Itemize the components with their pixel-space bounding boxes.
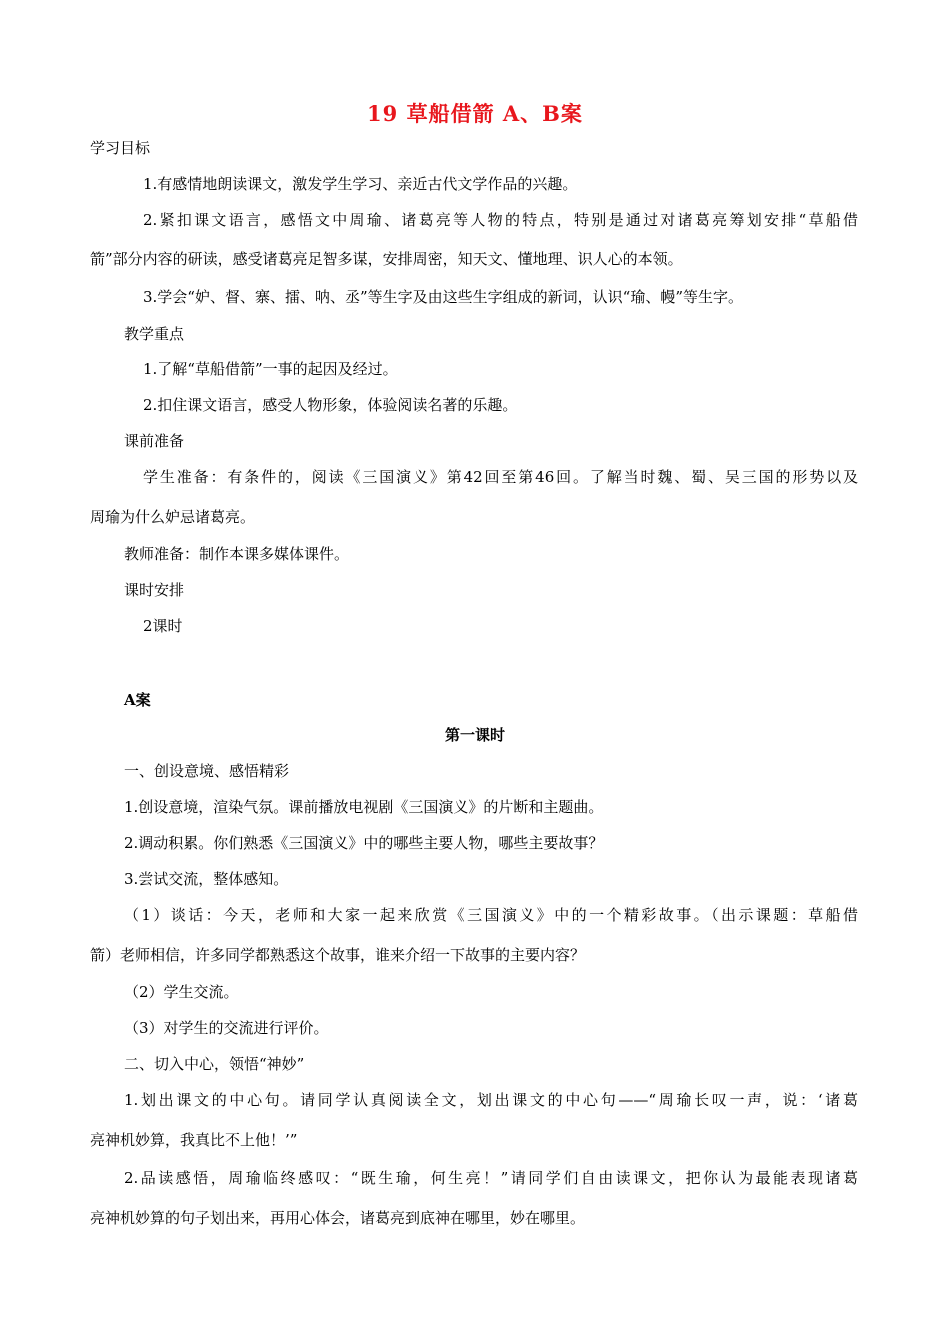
- focus-2: 2.扣住课文语言，感受人物形象，体验阅读名著的乐趣。: [143, 396, 518, 414]
- prep-teacher: 教师准备：制作本课多媒体课件。: [124, 545, 350, 563]
- section-2-item-1-line-1: 1.划出课文的中心句。请同学认真阅读全文，划出课文的中心句——“周瑜长叹一声，说：‘诸葛: [124, 1091, 858, 1109]
- prep-student-line-2: 周瑜为什么妒忌诸葛亮。: [90, 508, 256, 526]
- section-2-item-2-line-2: 亮神机妙算的句子划出来，再用心体会，诸葛亮到底神在哪里，妙在哪里。: [90, 1209, 586, 1227]
- document-title: 19 草船借箭 A、B案: [367, 101, 583, 126]
- section-1-item-3-3: （3）对学生的交流进行评价。: [124, 1019, 329, 1037]
- goal-3: 3.学会“妒、督、寨、擂、呐、丞”等生字及由这些生字组成的新词，认识“瑜、幔”等生字。: [143, 288, 743, 306]
- section-2-item-2-line-1: 2.品读感悟，周瑜临终感叹：“既生瑜，何生亮！”请同学们自由读课文，把你认为最能表现诸葛: [124, 1169, 858, 1187]
- prep-student-line-1: 学生准备：有条件的，阅读《三国演义》第42回至第46回。了解当时魏、蜀、吴三国的形势以及: [143, 468, 858, 486]
- heading-focus: 教学重点: [124, 325, 185, 343]
- focus-1: 1.了解“草船借箭”一事的起因及经过。: [143, 360, 398, 378]
- section-2-item-1-line-2: 亮神机妙算，我真比不上他！’”: [90, 1131, 298, 1149]
- lesson-1-heading: 第一课时: [444, 726, 505, 744]
- section-1-item-3: 3.尝试交流，整体感知。: [124, 870, 289, 888]
- section-1-item-3-1-line-1: （1）谈话：今天，老师和大家一起来欣赏《三国演义》中的一个精彩故事。（出示课题：草船借: [124, 906, 858, 924]
- plan-a-heading: A案: [124, 691, 151, 709]
- goal-2-line-2: 箭”部分内容的研读，感受诸葛亮足智多谋，安排周密，知天文、懂地理、识人心的本领。: [90, 250, 683, 268]
- section-1-item-3-2: （2）学生交流。: [124, 983, 239, 1001]
- goal-2-line-1: 2.紧扣课文语言，感悟文中周瑜、诸葛亮等人物的特点，特别是通过对诸葛亮筹划安排“草船借: [143, 211, 858, 229]
- section-1-item-3-1-line-2: 箭）老师相信，许多同学都熟悉这个故事，谁来介绍一下故事的主要内容？: [90, 946, 586, 964]
- schedule-text: 2课时: [143, 617, 183, 635]
- heading-schedule: 课时安排: [124, 581, 185, 599]
- section-1-item-2: 2.调动积累。你们熟悉《三国演义》中的哪些主要人物，哪些主要故事？: [124, 834, 604, 852]
- heading-goals: 学习目标: [90, 139, 151, 157]
- section-1-heading: 一、创设意境、感悟精彩: [124, 762, 290, 780]
- goal-1: 1.有感情地朗读课文，激发学生学习、亲近古代文学作品的兴趣。: [143, 175, 578, 193]
- heading-prep: 课前准备: [124, 432, 185, 450]
- section-2-heading: 二、切入中心，领悟“神妙”: [124, 1055, 305, 1073]
- section-1-item-1: 1.创设意境，渲染气氛。课前播放电视剧《三国演义》的片断和主题曲。: [124, 798, 604, 816]
